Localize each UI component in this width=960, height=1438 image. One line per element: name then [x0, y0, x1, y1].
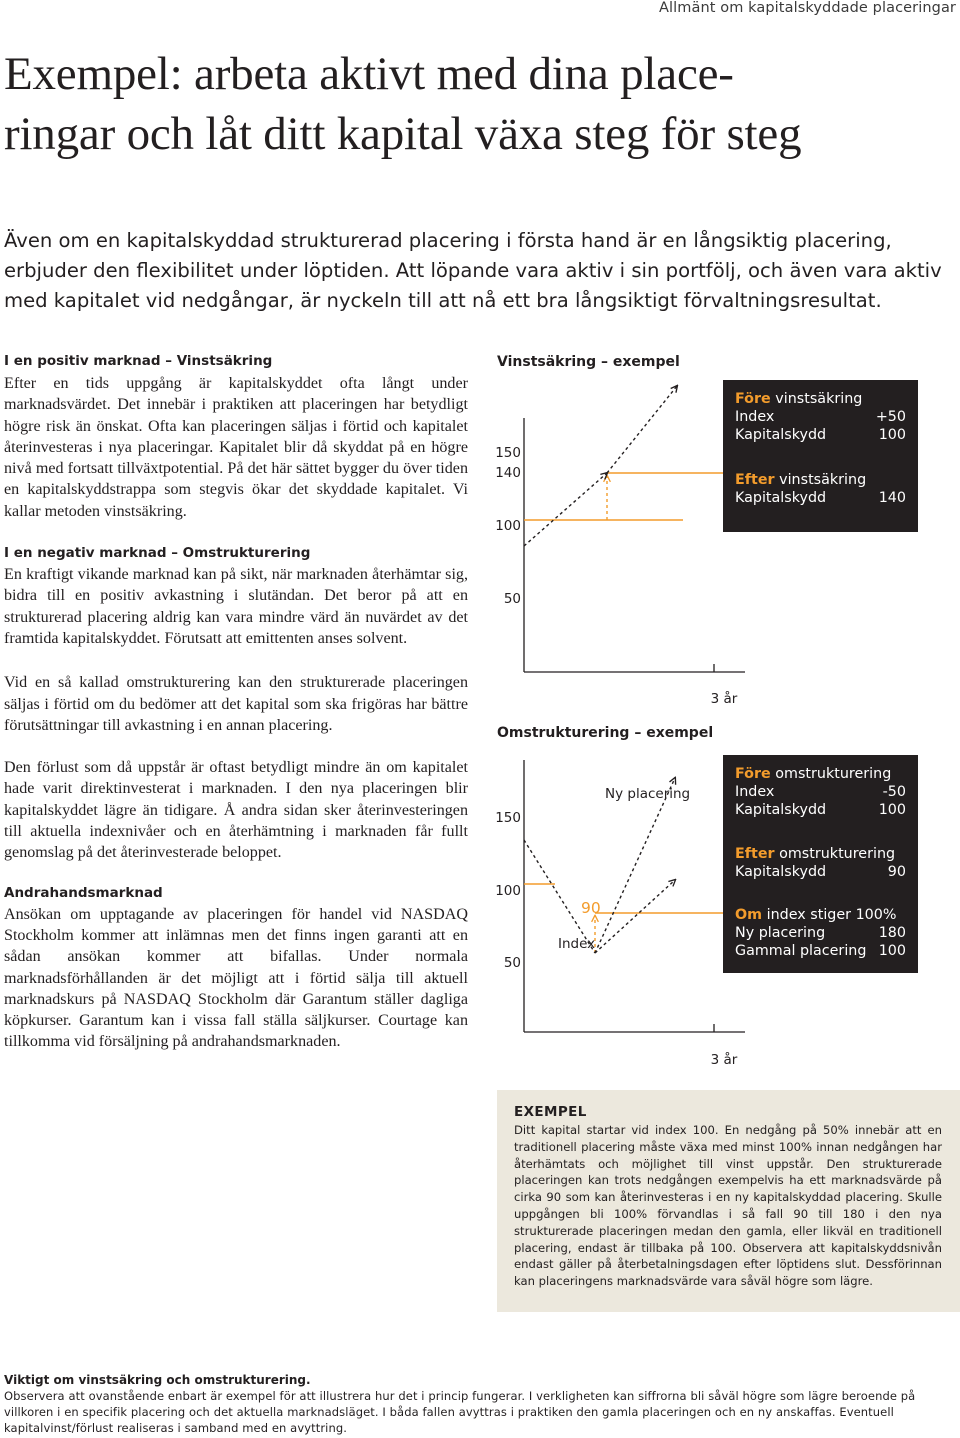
info-value: -50 [882, 784, 906, 801]
section-text: Ansökan om upptagande av placeringen för handel vid NASDAQ Stockholm kommer att inlämnas men det finns ingen garanti att en sådan ansökan kommer att bifallas. Under normala marknadsförhållanden är det möjligt att i förtid sälja till aktuell marknadskurs på NASDAQ Stockholm där Garantum ställer dagliga köpkurser. Garantum kan i vissa fall ställa säljkurser. Courtage kan tillkomma vid försäljning på andrahandsmarknaden. [4, 905, 468, 1051]
heading-rest: index stiger 100% [762, 907, 897, 924]
y-tick-label: 150 [495, 445, 521, 461]
y-tick-label: 50 [503, 955, 521, 971]
example-title: EXEMPEL [514, 1104, 587, 1120]
index-path-arrow-1 [524, 473, 607, 546]
info-after-heading [735, 471, 906, 489]
info-before-heading [735, 765, 906, 783]
info-row [735, 942, 906, 960]
info-if-rise-heading [735, 906, 906, 924]
info-label: Kapitalskydd [735, 489, 827, 506]
info-label: Index [735, 409, 775, 426]
info-label: Kapitalskydd [735, 427, 827, 444]
diagram-vinstsakring [495, 376, 745, 716]
info-row [735, 924, 906, 942]
highlight-word: Före [735, 766, 771, 782]
footer-text: Observera att ovanstående enbart är exempel för att illustrera hur det i princip fungerar. I verkligheten kan siffrorna bli såväl högre som lägre beroende på villkoren i en specifik placering och det aktuella marknadsläget. I båda fallen avyttras i praktiken den gamla placeringen och en ny anskaffas. Eventuell kapitalvinst/förlust realiseras i samband med en avyttring. [4, 1389, 916, 1435]
example-box [497, 1090, 960, 1312]
section-text: Efter en tids uppgång är kapitalskyddet ofta långt under marknadsvärdet. Det innebär i praktiken att placeringen har betydligt högre risk än önskat. Ofta kan placeringen säljas i förtid och kapitalet återinvesteras i nya placeringar. Kapitalet blir då skyddat på en högre nivå med fortsatt tillväxtpotential. På det här sättet bygger du över tiden en kapitalskyddstrappa som stegvis ökar det skyddade kapitalet. Vi kallar metoden vinstsäkring. [4, 375, 468, 520]
info-value: 140 [878, 489, 906, 506]
section-positive-market [4, 352, 468, 522]
info-row [735, 801, 906, 819]
section-heading: Andrahandsmarknad [4, 884, 163, 901]
chart-title-vinstsakring: Vinstsäkring – exempel [497, 354, 680, 370]
info-label: Index [735, 784, 775, 801]
section-negative-market [4, 544, 468, 649]
info-value: 100 [878, 943, 906, 960]
section-heading: I en negativ marknad – Omstrukturering [4, 545, 311, 562]
info-after-heading [735, 845, 906, 863]
highlight-word: Före [735, 391, 771, 407]
info-row [735, 863, 906, 881]
paragraph-restructuring: Vid en så kallad omstrukturering kan den strukturerade placeringen säljas i förtid om du bedömer att det kapital som ska frigöras har bättre förutsättningar till avkastning i en annan placering. [4, 674, 468, 734]
index-recovery-arrow [595, 880, 675, 953]
info-row [735, 426, 906, 444]
y-tick-label: 140 [495, 465, 521, 481]
info-value: 180 [878, 925, 906, 942]
highlight-word: Efter [735, 845, 775, 862]
info-label: Kapitalskydd [735, 863, 827, 880]
page-title [4, 44, 954, 164]
x-axis-label: 3 år [710, 691, 738, 707]
heading-rest: omstrukturering [774, 845, 896, 862]
intro-text: Även om en kapitalskyddad strukturerad placering i första hand är en långsiktig placering, erbjuder den flexibilitet under löptiden. Att löpande vara aktiv i sin portfölj, och även vara aktiv med kapitalet vid nedgångar, är nyckeln till att nå ett bra långsiktigt förvaltningsresultat. [4, 229, 942, 312]
x-axis-label: 3 år [710, 1052, 738, 1068]
chart-title-omstrukturering: Omstrukturering – exempel [497, 725, 714, 741]
heading-rest: vinstsäkring [774, 471, 867, 488]
title-line-1: Exempel: arbeta aktivt med dina place- [4, 48, 734, 100]
new-placement-arrow [595, 778, 675, 953]
index-path-arrow-2 [607, 386, 677, 473]
info-value: +50 [875, 409, 906, 426]
y-tick-label: 50 [503, 591, 521, 607]
info-label: Gammal placering [735, 943, 867, 960]
y-tick-label: 100 [495, 518, 521, 534]
info-row [735, 783, 906, 801]
highlight-word: Om [735, 907, 763, 924]
info-box-omstrukturering [723, 755, 918, 973]
info-box-vinstsakring [723, 380, 918, 532]
paragraph-loss: Den förlust som då uppstår är oftast betydligt mindre än om kapitalet hade varit direktinvesterat i marknaden. I den nya placeringen blir kapitalskyddet lägre än tidigare. Å andra sidan sker återinvesteringen till aktuella indexnivåer och en återhämtning i marknaden får fullt genomslag på det återinvesterade beloppet. [4, 759, 468, 862]
info-label: Ny placering [735, 925, 826, 942]
footer-title: Viktigt om vinstsäkring och omstrukturering. [4, 1373, 311, 1387]
section-heading: I en positiv marknad – Vinstsäkring [4, 353, 273, 369]
left-column [4, 352, 468, 1053]
heading-rest: vinstsäkring [770, 391, 863, 407]
info-row [735, 408, 906, 426]
new-placement-label: Ny placering [605, 786, 691, 802]
heading-rest: omstrukturering [770, 766, 892, 782]
axes [524, 418, 745, 672]
info-value: 100 [878, 427, 906, 444]
diagram-omstrukturering [495, 748, 745, 1078]
info-before-heading [735, 390, 906, 408]
info-row [735, 489, 906, 507]
highlight-word: Efter [735, 471, 775, 488]
example-text: Ditt kapital startar vid index 100. En nedgång på 50% innebär att en traditionell placering måste växa med minst 100% innan nedgången har återhämtats och möjlighet till vinst uppstår. Den strukturerade placeringen kan trots nedgången exempelvis ha ett marknadsvärde på cirka 90 som kan återinvesteras i en ny kapitalskyddad placering. Skulle uppgången bli 100% förvandlas i så fall 90 till 180 i den nya strukturerade placeringen medan den gamla, eller likväl en traditionell placering, endast är tillbaka på 100. Observera att kapitalskyddsnivån endast gäller på återbetalningsdagen efter löptidens slut. Dessförinnan kan placeringens marknadsvärde vara såväl högre som lägre. [514, 1123, 942, 1289]
info-label: Kapitalskydd [735, 802, 827, 819]
section-secondary-market [4, 884, 468, 1053]
level-90-label: 90 [581, 899, 601, 917]
section-label: Allmänt om kapitalskyddade placeringar [658, 0, 956, 16]
y-tick-label: 150 [495, 810, 521, 826]
info-value: 100 [878, 802, 906, 819]
info-value: 90 [887, 863, 906, 880]
index-label: Index [558, 936, 596, 952]
title-line-2: ringar och låt ditt kapital växa steg för steg [4, 108, 802, 160]
footer-note [4, 1372, 958, 1436]
section-text: En kraftigt vikande marknad kan på sikt, när marknaden återhämtar sig, bidra till en positiv avkastning i slutändan. Det beror på att en strukturerad placering aldrig kan vara mindre värd än nuvärdet av det framtida kapitalskyddet. Förutsatt att emittenten anses solvent. [4, 566, 468, 647]
y-tick-label: 100 [495, 883, 521, 899]
